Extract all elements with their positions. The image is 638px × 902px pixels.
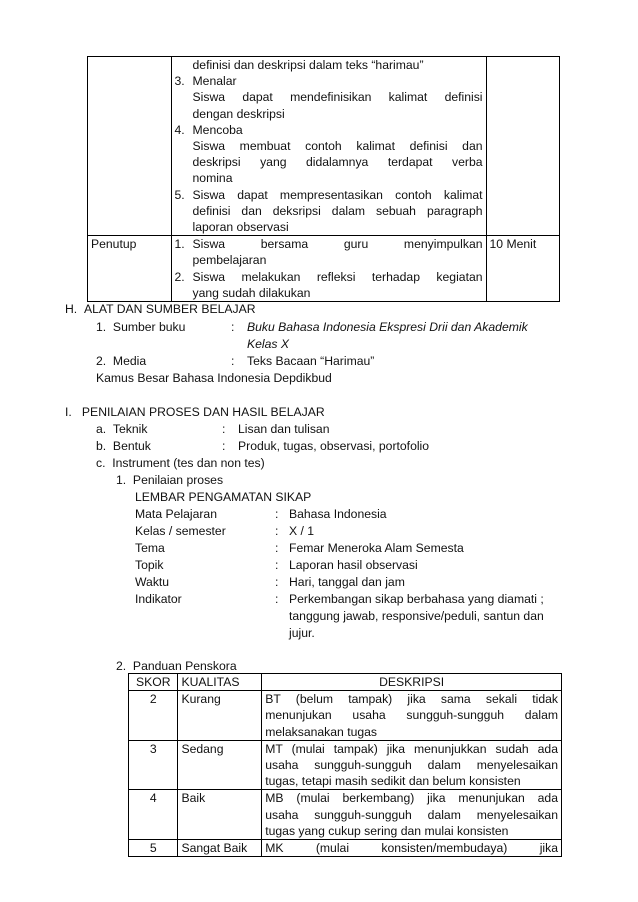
field-label: Tema <box>135 541 165 555</box>
bentuk-value: Produk, tugas, observasi, portofolio <box>238 439 430 453</box>
skor-cell: 2 <box>129 691 178 741</box>
kualitas-cell: Baik <box>178 790 262 840</box>
field-label: Waktu <box>135 575 170 589</box>
table-row <box>129 740 562 790</box>
deskripsi-cell: MK (mulai konsisten/membudaya) jika <box>262 840 562 857</box>
table-row <box>129 790 562 840</box>
step-title: Siswa dapat mempresentasikan contoh kalimat <box>192 187 483 202</box>
field-label: Mata Pelajaran <box>135 507 217 521</box>
field-value: Perkembangan sikap berbahasa yang diamati ; <box>289 592 544 606</box>
activity-line: definisi dan deskripsi dalam teks “harimau” <box>192 58 424 72</box>
instrument-label: c. Instrument (tes dan non tes) <box>96 456 265 470</box>
activity-table <box>87 56 560 302</box>
step-title: Menalar <box>192 74 237 89</box>
step-line: Siswa dapat mendefinisikan kalimat definisi <box>192 90 483 105</box>
closing-step-1: 1. Siswa bersama guru menyimpulkan pembelajaran <box>174 237 483 268</box>
header-kualitas: KUALITAS <box>178 674 262 691</box>
field-value: Hari, tanggal dan jam <box>289 575 405 589</box>
skor-cell: 5 <box>129 840 178 857</box>
deskripsi-cell: MB (mulai berkembang) jika menunjukan ada usaha sungguh-sungguh dalam menyelesaikan tugas yang cukup sering dan mulai konsisten <box>262 790 562 840</box>
kualitas-cell: Sangat Baik <box>178 840 262 857</box>
colon: : <box>275 507 279 521</box>
score-table <box>128 673 562 857</box>
field-label: Indikator <box>135 592 182 606</box>
skor-cell: 3 <box>129 740 178 790</box>
field-value: Laporan hasil observasi <box>289 558 418 572</box>
colon: : <box>231 354 235 368</box>
step-title: Mencoba <box>192 122 243 137</box>
activity-cell <box>171 236 486 302</box>
stage-cell <box>88 57 172 236</box>
kualitas-cell: Sedang <box>178 740 262 790</box>
teknik-label: a. Teknik <box>96 422 148 436</box>
activity-cell <box>171 57 486 236</box>
sumber-buku-value-cont: Kelas X <box>247 337 290 351</box>
colon: : <box>275 575 279 589</box>
time-cell: 10 Menit <box>486 236 559 302</box>
colon: : <box>275 524 279 538</box>
header-deskripsi: DESKRIPSI <box>262 674 562 691</box>
step-line: laporan observasi <box>192 220 289 235</box>
skor-cell: 4 <box>129 790 178 840</box>
table-row <box>88 236 560 302</box>
colon: : <box>231 320 235 334</box>
step-5: 5. Siswa dapat mempresentasikan contoh kalimat definisi dan deksripsi dalam sebuah paragraph laporan observasi <box>174 187 483 235</box>
field-value-cont: jujur. <box>289 626 315 640</box>
stage-cell: Penutup <box>88 236 172 302</box>
teknik-value: Lisan dan tulisan <box>238 422 330 436</box>
media-label: 2. Media <box>96 354 147 368</box>
deskripsi-cell: MT (mulai tampak) jika menunjukkan sudah ada usaha sungguh-sungguh dalam menyelesaikan tugas, tetapi masih sedikit dan belum konsisten <box>262 740 562 790</box>
step-line: dengan deskripsi <box>192 106 285 121</box>
bentuk-label: b. Bentuk <box>96 439 151 453</box>
step-line: deskripsi yang didalamnya terdapat verba <box>192 155 483 170</box>
table-row <box>129 840 562 857</box>
step-line: definisi dan deksripsi dalam sebuah paragraph <box>192 203 483 218</box>
field-label: Kelas / semester <box>135 524 226 538</box>
kamus-line: Kamus Besar Bahasa Indonesia Depdikbud <box>96 371 332 385</box>
field-value: Femar Meneroka Alam Semesta <box>289 541 464 555</box>
header-skor: SKOR <box>129 674 178 691</box>
kualitas-cell: Kurang <box>178 691 262 741</box>
field-value-cont: tanggung jawab, responsive/peduli, santun dan <box>289 609 544 623</box>
sheet-title: LEMBAR PENGAMATAN SIKAP <box>135 490 312 504</box>
step-line: nomina <box>192 171 233 186</box>
step-3: 3. Menalar Siswa dapat mendefinisikan kalimat definisi dengan deskripsi <box>174 74 483 121</box>
colon: : <box>275 541 279 555</box>
deskripsi-cell: BT (belum tampak) jika sama sekali tidak menunjukan usaha sungguh-sungguh dalam melaksanakan tugas <box>262 691 562 741</box>
colon: : <box>222 439 226 453</box>
colon: : <box>222 422 226 436</box>
colon: : <box>275 592 279 606</box>
field-label: Topik <box>135 558 164 572</box>
section-i-heading: I. PENILAIAN PROSES DAN HASIL BELAJAR <box>65 405 325 419</box>
field-value: X / 1 <box>289 524 315 538</box>
table-row <box>88 57 560 236</box>
panduan-label: 2. Panduan Penskora <box>116 659 237 673</box>
step-line: pembelajaran <box>192 253 267 268</box>
step-line: Siswa melakukan refleksi terhadap kegiatan <box>192 269 483 284</box>
time-cell <box>486 57 559 236</box>
table-row <box>129 691 562 741</box>
step-line: yang sudah dilakukan <box>192 285 311 300</box>
step-line: Siswa membuat contoh kalimat definisi dan <box>192 139 483 154</box>
penilaian-proses-label: 1. Penilaian proses <box>116 473 224 487</box>
section-h-heading: H. ALAT DAN SUMBER BELAJAR <box>65 302 256 316</box>
closing-step-2: 2. Siswa melakukan refleksi terhadap kegiatan yang sudah dilakukan <box>174 269 483 300</box>
sumber-buku-value: Buku Bahasa Indonesia Ekspresi Drii dan Akademik <box>247 320 528 334</box>
colon: : <box>275 558 279 572</box>
step-4: 4. Mencoba Siswa membuat contoh kalimat definisi dan deskripsi yang didalamnya terdapat verba nomina <box>174 122 483 186</box>
step-line: Siswa bersama guru menyimpulkan <box>192 237 483 252</box>
sumber-buku-label: 1. Sumber buku <box>96 320 186 334</box>
media-value: Teks Bacaan “Harimau” <box>247 354 375 368</box>
field-value: Bahasa Indonesia <box>289 507 387 521</box>
table-header-row <box>129 674 562 691</box>
